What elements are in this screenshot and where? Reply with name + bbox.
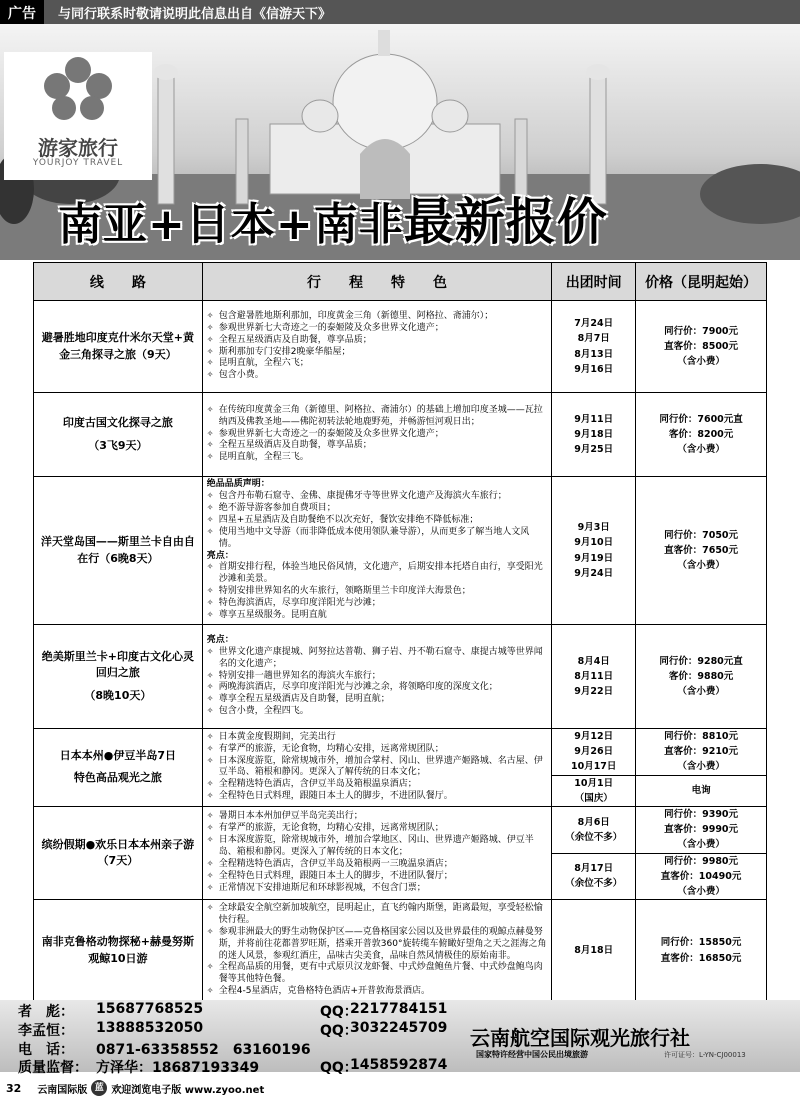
feature-line: ✧ 全程精选特色酒店，含伊豆半岛及箱根温泉酒店； (207, 779, 547, 791)
table-header-row (34, 263, 767, 301)
departure-date: 9月11日 (574, 413, 614, 425)
contact-qq-label: QQ： (320, 1004, 358, 1020)
price-line: 同行价：7600元直 (659, 413, 743, 425)
price-line: 同行价：7900元 (664, 325, 739, 337)
route-name-cell (34, 477, 203, 625)
page-number: 32 (6, 1081, 22, 1095)
departure-date: 10月1日 (574, 777, 614, 789)
departure-date: 9月12日 (574, 731, 614, 742)
route-name-cell (34, 806, 203, 899)
feature-line: ✧ 日本深度游览，除常规城市外，增加合掌村、冈山、世界遗产姬路城、名古屋、伊豆半岛、箱根和静冈。更深入了解传统的日本文化； (207, 756, 547, 780)
feature-line: ✧ 特别安排一趟世界知名的海滨火车旅行； (207, 671, 547, 683)
header-price: 价格（昆明起始） (636, 263, 767, 301)
departure-date: 7月24日 (574, 318, 614, 330)
departure-date: 8月17日 (574, 863, 614, 875)
feature-line: ✧ 全程五星级酒店及自助餐，尊享品质； (207, 440, 547, 452)
feature-line: ✧ 使用当地中文导游（而非降低成本使用领队兼导游），从而更多了解当地人文风情。 (207, 527, 547, 551)
feature-line: ✧ 包含小费。 (207, 370, 547, 382)
departure-date: 9月10日 (574, 537, 614, 549)
brand-logo (4, 52, 152, 180)
departure-date: （余位不多） (565, 878, 623, 890)
feature-line: ✧ 绝不游导游客参加自费项目； (207, 503, 547, 515)
route-duration: （3飞9天） (88, 438, 148, 452)
feature-line: ✧ 在传统印度黄金三角（新德里、阿格拉、斋浦尔）的基础上增加印度圣城——瓦拉纳西及佛教圣地——佛陀初转法轮地鹿野苑，并畅游恒河观日出； (207, 405, 547, 429)
departure-date: 8月6日 (577, 816, 610, 828)
route-features-cell (202, 477, 551, 625)
feature-line: ✧ 昆明直航，全程六飞； (207, 358, 547, 370)
feature-line: ✧ 特别安排世界知名的火车旅行，领略斯里兰卡印度洋大海景色； (207, 586, 547, 598)
route-name: 南非克鲁格动物探秘+赫曼努斯观鲸10日游 (41, 935, 194, 965)
price-line: 直客价：9210元 (664, 746, 739, 758)
feature-line: ✧ 世界文化遗产康提城、阿努拉达普勒、狮子岩、丹不勒石窟寺、康提古城等世界闻名的文化遗产； (207, 647, 547, 671)
section-badge: 蓝 (91, 1080, 107, 1096)
price-cell (636, 853, 767, 900)
feature-line: ✧ 尊享全程五星级酒店及自助餐，昆明直航； (207, 694, 547, 706)
contact-label: 质量监督： (18, 1060, 88, 1076)
route-name-cell (34, 393, 203, 477)
source-notice: 与同行联系时敬请说明此信息出自《信游天下》 (58, 6, 332, 22)
logo-chinese-name: 游家旅行 (38, 136, 118, 160)
departure-date-cell (552, 853, 636, 900)
price-table (33, 262, 767, 1002)
price-line: 同行价：8810元 (664, 731, 739, 742)
contact-phone: 15687768525 (96, 1001, 204, 1017)
route-features-cell (202, 900, 551, 1002)
departure-date-cell (552, 625, 636, 729)
table-row (34, 729, 767, 776)
table-row (34, 301, 767, 393)
departure-date-cell (552, 301, 636, 393)
price-line: （含小费） (677, 761, 725, 773)
price-line: 同行价：9980元 (664, 855, 739, 867)
section-name: 云南国际版 (37, 1084, 88, 1096)
route-features-cell (202, 301, 551, 393)
departure-date-cell (552, 393, 636, 477)
table-row (34, 393, 767, 477)
price-line: 直客价：16850元 (660, 952, 742, 964)
feature-line: ✧ 四星+五星酒店及自助餐绝不以次充好，餐饮安排绝不降低标准； (207, 515, 547, 527)
route-name: 日本本州●伊豆半岛7日 (59, 748, 177, 762)
feature-line: ✧ 有掌严的旅游，无论食物，均精心安排，远离常规团队； (207, 823, 547, 835)
departure-date: 8月13日 (574, 348, 614, 360)
feature-line: ✧ 参观非洲最大的野生动物保护区——克鲁格国家公园以及世界最佳的观鲸点赫曼努斯，并将前往花都普罗旺斯，搭乘开普敦360°旋转缆车俯瞰好望角之天之涯海之角的迷人风景，参观红酒庄，品味古尖美食，品味自然风情极佳的原始南非。 (207, 927, 547, 963)
departure-date: 10月17日 (570, 761, 617, 773)
header-date: 出团时间 (552, 263, 636, 301)
price-line: （含小费） (677, 686, 725, 698)
flower-logo-icon (4, 52, 152, 132)
feature-line: ✧ 暑期日本本州加伊豆半岛完美出行； (207, 811, 547, 823)
contact-label: 者 彪： (18, 1004, 74, 1020)
price-line: 客价：8200元 (668, 428, 734, 440)
contact-qq: 1458592874 (350, 1057, 448, 1073)
feature-line: ✧ 包含小费，全程四飞。 (207, 706, 547, 718)
route-features-cell (202, 806, 551, 899)
feature-line: ✧ 参观世界新七大奇迹之一的泰姬陵及众多世界文化遗产； (207, 429, 547, 441)
table-row (34, 625, 767, 729)
feature-line: ✧ 两晚海滨酒店，尽享印度洋阳光与沙滩之余，将领略印度的深度文化； (207, 682, 547, 694)
departure-date: 8月11日 (574, 670, 614, 682)
route-name: 缤纷假期●欢乐日本本州亲子游（7天） (41, 837, 195, 867)
price-line: 直客价：8500元 (664, 340, 739, 352)
feature-line: ✧ 斯利那加专门安排2晚豪华船屋； (207, 347, 547, 359)
feature-line: 亮点： (206, 634, 234, 645)
price-line: 电询 (691, 785, 711, 797)
feature-line: ✧ 首期安排行程，体验当地民俗风情，文化遗产，后期安排本托塔自由行，享受阳光沙滩和美景。 (207, 562, 547, 586)
route-name-cell (34, 900, 203, 1002)
route-features-cell (202, 393, 551, 477)
departure-date-cell (552, 729, 636, 776)
price-line: 同行价：7050元 (664, 529, 739, 541)
feature-line: ✧ 全程特色日式料理，跟随日本土人的脚步，不进团队餐厅。 (207, 791, 547, 803)
feature-line: ✧ 正常情况下安排迪斯尼和环球影视城，不包含门票； (207, 883, 547, 895)
feature-line: ✧ 日本黄金度假期间，完美出行 (207, 732, 547, 744)
departure-date: 9月3日 (577, 522, 610, 534)
ad-tag: 广告 (0, 0, 44, 24)
route-name-cell (34, 729, 203, 807)
feature-line: ✧ 参观世界新七大奇迹之一的泰姬陵及众多世界文化遗产； (207, 323, 547, 335)
feature-line: ✧ 全程高品质的用餐，更有中式原贝汉龙虾餐、中式炒盘鲍鱼片餐、中式炒盘鲍鸟肉餐等其他特色餐。 (207, 962, 547, 986)
feature-line: ✧ 日本深度游览，除常规城市外，增加合掌地区、冈山、世界遗产姬路城、伊豆半岛、箱根和静冈。更深入了解传统的日本文化； (207, 835, 547, 859)
price-line: 直客价：9990元 (664, 824, 739, 836)
logo-english-name: YOURJOY TRAVEL (32, 158, 124, 168)
price-cell (636, 900, 767, 1002)
departure-date: 9月24日 (574, 567, 614, 579)
contact-phone: 13888532050 (96, 1020, 204, 1036)
feature-line: 绝品品质声明： (206, 479, 270, 490)
feature-line: ✧ 特色海滨酒店，尽享印度洋阳光与沙滩； (207, 598, 547, 610)
route-name: 洋天堂岛国——斯里兰卡自由自在行（6晚8天） (40, 535, 195, 565)
price-line: 同行价：9280元直 (659, 655, 743, 667)
ad-header-bar (0, 0, 800, 24)
feature-line: 亮点： (206, 550, 234, 561)
price-cell (636, 625, 767, 729)
contact-phone: 方泽华：18687193349 (96, 1060, 260, 1076)
agency-name: 云南航空国际观光旅行社 (470, 1026, 690, 1050)
contact-label: 李孟恒： (18, 1023, 74, 1039)
departure-date: 9月16日 (574, 363, 614, 375)
contact-qq: 3032245709 (350, 1020, 448, 1036)
feature-line: ✧ 包含避暑胜地斯利那加，印度黄金三角（新德里、阿格拉、斋浦尔）； (207, 311, 547, 323)
departure-date: 9月18日 (574, 428, 614, 440)
feature-line: ✧ 全程特色日式料理，跟随日本土人的脚步，不进团队餐厅； (207, 871, 547, 883)
departure-date-cell (552, 477, 636, 625)
contact-label: 电 话： (18, 1042, 74, 1058)
route-features-cell (202, 625, 551, 729)
price-line: （含小费） (677, 356, 725, 368)
price-line: 客价：9880元 (668, 670, 734, 682)
table-row (34, 477, 767, 625)
license-text: 国家特许经营中国公民出境旅游 (476, 1050, 588, 1059)
departure-date: 9月22日 (574, 686, 614, 698)
feature-line: ✧ 全程五星级酒店及自助餐，尊享品质； (207, 335, 547, 347)
header-route: 线 路 (34, 263, 203, 301)
departure-date: （余位不多） (565, 831, 623, 843)
departure-date-cell (552, 806, 636, 853)
feature-line: ✧ 尊享五星级服务。昆明直航 (207, 610, 547, 622)
price-cell (636, 729, 767, 776)
main-headline (58, 182, 608, 254)
price-cell (636, 301, 767, 393)
departure-date: （国庆） (574, 792, 613, 804)
contact-phone: 0871-63358552 63160196 (96, 1042, 311, 1058)
headline-latest-prices: 最新报价 (403, 193, 608, 251)
route-name-cell (34, 625, 203, 729)
price-cell (636, 477, 767, 625)
page-footer (0, 1076, 800, 1100)
route-name: 避暑胜地印度克什米尔天堂+黄金三角探寻之旅（9天） (41, 331, 194, 361)
price-cell (636, 393, 767, 477)
feature-line: ✧ 昆明直航，全程三飞。 (207, 452, 547, 464)
price-cell (636, 806, 767, 853)
hero-banner (0, 24, 800, 260)
price-line: 同行价：15850元 (660, 937, 742, 949)
price-line: 直客价：10490元 (660, 870, 742, 882)
license-number: 许可证号：L-YN-CJ00013 (664, 1051, 746, 1059)
departure-date: 9月25日 (574, 444, 614, 456)
route-name-cell (34, 301, 203, 393)
departure-date-cell (552, 775, 636, 806)
departure-date-cell (552, 900, 636, 1002)
price-line: （含小费） (677, 560, 725, 572)
departure-date: 8月7日 (577, 333, 610, 345)
route-name: 印度古国文化探寻之旅 (62, 416, 173, 429)
price-cell (636, 775, 767, 806)
feature-line: ✧ 有掌严的旅游，无论食物，均精心安排，远离常规团队； (207, 744, 547, 756)
contact-qq-label: QQ： (320, 1023, 358, 1039)
price-line: （含小费） (677, 839, 725, 851)
feature-line: ✧ 包含丹布勒石窟寺、金佛、康提佛牙寺等世界文化遗产及海滨火车旅行； (207, 491, 547, 503)
route-duration: （8晚10天） (84, 688, 152, 702)
contact-qq-label: QQ： (320, 1060, 358, 1076)
headline-destinations: 南亚+日本+南非 (58, 199, 404, 250)
feature-line: ✧ 全球最安全航空新加坡航空，昆明起止，直飞约翰内斯堡，距离最短，享受轻松愉快行程。 (207, 903, 547, 927)
departure-date: 8月18日 (574, 944, 614, 956)
departure-date: 9月19日 (574, 552, 614, 564)
header-features: 行 程 特 色 (202, 263, 551, 301)
feature-line: ✧ 全程精选特色酒店，含伊豆半岛及箱根两一三晚温泉酒店； (207, 859, 547, 871)
departure-date: 9月26日 (574, 746, 614, 758)
ebook-link[interactable]: 欢迎浏览电子版 www.zyoo.net (111, 1084, 265, 1096)
contact-qq: 2217784151 (350, 1001, 448, 1017)
table-row (34, 900, 767, 1002)
feature-line: ✧ 全程4-5星酒店，克鲁格特色酒店+开普敦海景酒店。 (207, 986, 547, 998)
price-line: （含小费） (677, 885, 725, 897)
route-duration: 特色高品观光之旅 (73, 771, 162, 785)
price-line: 直客价：7650元 (664, 544, 739, 556)
table-row (34, 806, 767, 853)
route-name: 绝美斯里兰卡+印度古文化心灵回归之旅 (41, 649, 194, 680)
price-line: 同行价：9390元 (664, 808, 739, 820)
price-line: （含小费） (677, 444, 725, 456)
route-features-cell (202, 729, 551, 807)
departure-date: 8月4日 (577, 655, 610, 667)
